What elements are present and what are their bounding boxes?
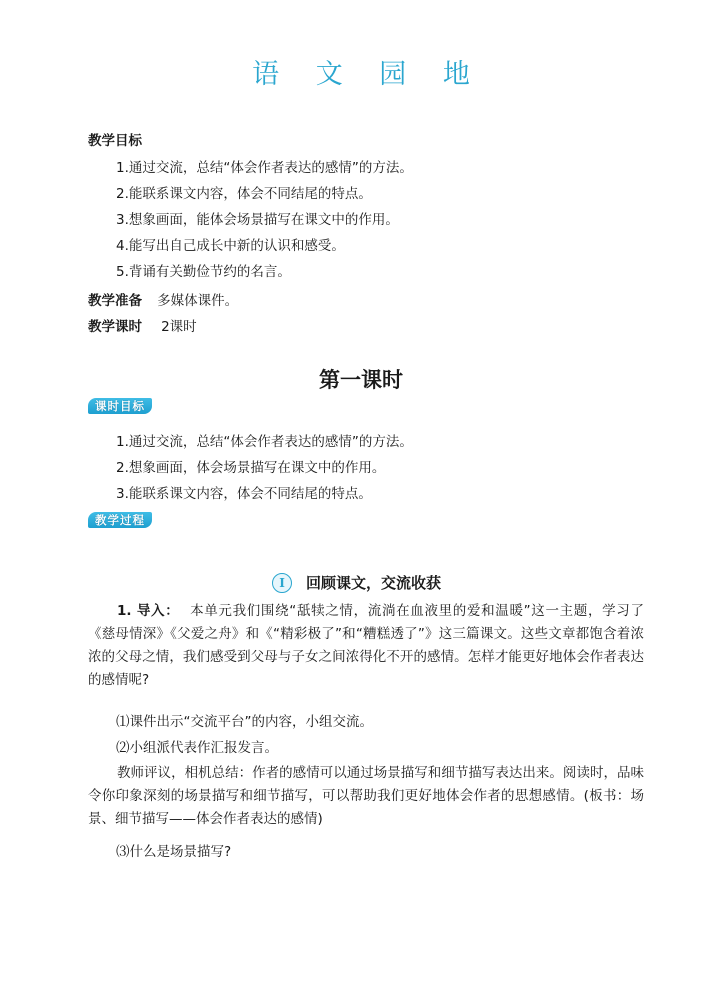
hours-row — [88, 315, 197, 335]
hours-value: 2课时 — [161, 319, 197, 335]
goals-badge: 课时目标 — [88, 398, 152, 414]
section-heading-text: 回顾课文，交流收获 — [306, 574, 442, 592]
preparation-label: 教学准备 — [88, 293, 142, 309]
page-title: 语 文 园 地 — [252, 59, 484, 90]
objective-item-2: 2.能联系课文内容，体会不同结尾的特点。 — [116, 186, 372, 202]
step-3: ⑶什么是场景描写? — [116, 844, 232, 860]
objective-item-5: 5.背诵有关勤俭节约的名言。 — [116, 264, 291, 280]
hours-label: 教学课时 — [88, 319, 142, 335]
objectives-label: 教学目标 — [88, 133, 142, 149]
goal-item-3: 3.能联系课文内容，体会不同结尾的特点。 — [116, 486, 372, 502]
lesson-title: 第一课时 — [319, 367, 403, 392]
process-badge: 教学过程 — [88, 512, 152, 528]
summary-text: 教师评议，相机总结：作者的感情可以通过场景描写和细节描写表达出来。阅读时，品味令你印象深刻的场景描写和细节描写，可以帮助我们更好地体会作者的思想感情。(板书：场景、细节描写——体会作者表达的感情) — [88, 765, 644, 827]
roman-numeral-icon: I — [272, 573, 292, 593]
summary-paragraph — [88, 762, 644, 831]
intro-label: 1. 导入： — [117, 603, 180, 619]
objective-item-3: 3.想象画面，能体会场景描写在课文中的作用。 — [116, 212, 399, 228]
goal-item-1: 1.通过交流，总结“体会作者表达的感情”的方法。 — [116, 434, 413, 450]
intro-text: 本单元我们围绕“舐犊之情，流淌在血液里的爱和温暖”这一主题，学习了《慈母情深》《父爱之舟》和《“精彩极了”和“糟糕透了”》这三篇课文。这些文章都饱含着浓浓的父母之情，我们感受到父母与子女之间浓得化不开的感情。怎样才能更好地体会作者表达的感情呢? — [88, 603, 644, 688]
step-2: ⑵小组派代表作汇报发言。 — [116, 740, 278, 756]
step-1: ⑴课件出示“交流平台”的内容，小组交流。 — [116, 714, 373, 730]
goal-item-2: 2.想象画面，体会场景描写在课文中的作用。 — [116, 460, 386, 476]
preparation-row — [88, 289, 238, 309]
objective-item-1: 1.通过交流，总结“体会作者表达的感情”的方法。 — [116, 160, 413, 176]
section-heading — [272, 572, 441, 593]
objective-item-4: 4.能写出自己成长中新的认识和感受。 — [116, 238, 345, 254]
intro-paragraph — [88, 600, 644, 692]
preparation-value: 多媒体课件。 — [157, 293, 239, 309]
